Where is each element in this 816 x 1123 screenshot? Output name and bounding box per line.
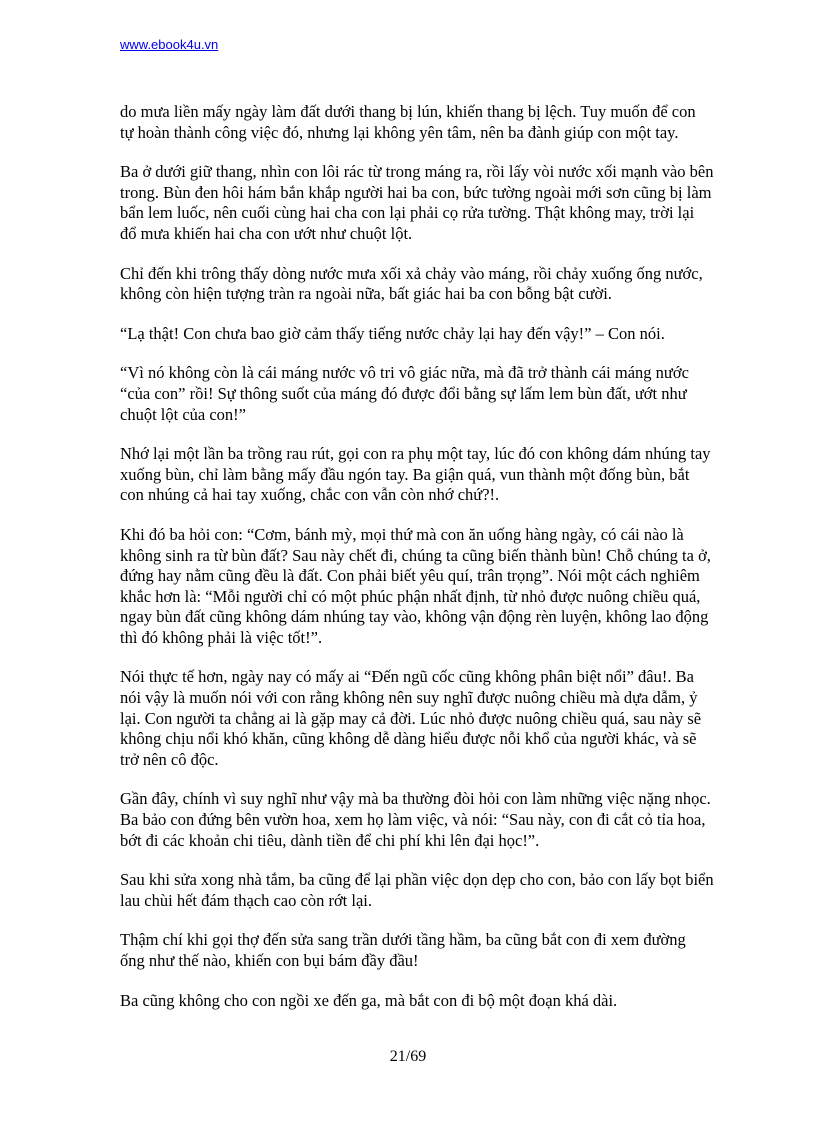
text-line: bẩn lem luốc, nên cuối cùng hai cha con lại phải cọ rửa tường. Thật không may, trời lại xyxy=(120,203,695,223)
text-line: “Vì nó không còn là cái máng nước vô tri vô giác nữa, mà đã trở thành cái máng nước xyxy=(120,363,689,383)
body-paragraph xyxy=(120,102,710,143)
text-line: trở nên cô độc. xyxy=(120,749,219,769)
text-line: Gần đây, chính vì suy nghĩ như vậy mà ba thường đòi hỏi con làm những việc nặng nhọc. xyxy=(120,789,711,809)
text-line: Khi đó ba hỏi con: “Cơm, bánh mỳ, mọi thứ mà con ăn uống hàng ngày, có cái nào là xyxy=(120,524,684,544)
text-line: do mưa liền mấy ngày làm đất dưới thang bị lún, khiến thang bị lệch. Tuy muốn để con xyxy=(120,102,696,121)
text-line: lau chùi hết đám thạch cao còn rớt lại. xyxy=(120,890,373,910)
text-line: Sau khi sửa xong nhà tắm, ba cũng để lại phần việc dọn dẹp cho con, bảo con lấy bọt biển xyxy=(120,870,714,890)
website-link[interactable]: www.ebook4u.vn xyxy=(120,37,219,52)
text-line: Thậm chí khi gọi thợ đến sửa sang trần dưới tầng hầm, ba cũng bắt con đi xem đường xyxy=(120,930,686,950)
body-paragraph xyxy=(120,363,710,425)
text-line: con nhúng cả hai tay xuống, chắc con vẫn còn nhớ chứ?!. xyxy=(120,485,500,505)
body-paragraph xyxy=(120,525,710,649)
text-line: chuột lột của con!” xyxy=(120,404,246,424)
text-line: không còn hiện tượng tràn ra ngoài nữa, bất giác hai ba con bỗng bật cười. xyxy=(120,284,612,304)
text-line: tự hoàn thành công việc đó, nhưng lại không yên tâm, nên ba đành giúp con một tay. xyxy=(120,122,679,142)
text-line: ngay bùn đất cũng không dám nhúng tay vào, không vận động rèn luyện, không lao động xyxy=(120,607,709,627)
body-paragraph xyxy=(120,324,710,345)
text-line: ống như thế nào, khiến con bụi bám đầy đầu! xyxy=(120,951,419,970)
page-number: 21/69 xyxy=(389,1048,427,1065)
body-paragraph xyxy=(120,870,714,911)
text-line: Nói thực tế hơn, ngày nay có mấy ai “Đến ngũ cốc cũng không phân biệt nổi” đâu!. Ba xyxy=(120,667,694,687)
text-line: Ba cũng không cho con ngồi xe đến ga, mà bắt con đi bộ một đoạn khá dài. xyxy=(120,990,618,1010)
text-line: lại. Con người ta chẳng ai là gặp may cả đời. Lúc nhỏ được nuông chiều quá, sau này sẽ xyxy=(120,708,702,728)
body-paragraph xyxy=(120,789,710,851)
body-paragraph xyxy=(120,444,710,506)
page-body xyxy=(120,102,714,1030)
text-line: “của con” rồi! Sự thông suốt của máng đó được đổi bằng sự lấm lem bùn đất, ướt như xyxy=(120,383,687,403)
text-line: Chỉ đến khi trông thấy dòng nước mưa xối xả chảy vào máng, rồi chảy xuống ống nước, xyxy=(120,263,703,283)
text-line: thì đó không phải là việc tốt!”. xyxy=(120,627,323,647)
text-line: không sinh ra từ bùn đất? Sau này chết đi, chúng ta cũng biến thành bùn! Chỗ chúng ta ở, xyxy=(120,545,711,565)
text-line: Ba bảo con đứng bên vườn hoa, xem họ làm việc, và nói: “Sau này, con đi cắt cỏ tỉa hoa, xyxy=(120,810,706,830)
text-line: Nhớ lại một lần ba trồng rau rút, gọi con ra phụ một tay, lúc đó con không dám nhúng tay xyxy=(120,444,711,464)
text-line: nói vậy là muốn nói với con rằng không nên suy nghĩ được nuông chiều mà dựa dẫm, ỷ xyxy=(120,688,698,708)
body-paragraph xyxy=(120,930,710,971)
text-line: không chịu nổi khó khăn, cũng không dễ dàng hiểu được nỗi khổ của người khác, và sẽ xyxy=(120,729,697,749)
text-line: bớt đi các khoản chi tiêu, dành tiền để chi phí khi lên đại học!”. xyxy=(120,830,540,850)
body-paragraph xyxy=(120,162,714,244)
text-line: khắc hơn là: “Mỗi người chỉ có một phúc phận nhất định, từ nhỏ được nuông chiều quá, xyxy=(120,586,701,606)
text-line: xuống bùn, chỉ làm bằng mấy đầu ngón tay. Ba giận quá, vun thành một đống bùn, bắt xyxy=(120,464,690,484)
body-paragraph xyxy=(120,991,710,1012)
text-line: Ba ở dưới giữ thang, nhìn con lôi rác từ trong máng ra, rồi lấy vòi nước xối mạnh vào bên xyxy=(120,162,714,182)
text-line: đổ mưa khiến hai cha con ướt như chuột lột. xyxy=(120,223,413,243)
text-line: trong. Bùn đen hôi hám bắn khắp người hai ba con, bức tường ngoài mới sơn cũng bị làm xyxy=(120,182,712,202)
body-paragraph xyxy=(120,264,710,305)
text-line: đứng hay nằm cũng đều là đất. Con phải biết yêu quí, trân trọng”. Nói một cách nghiêm xyxy=(120,566,700,586)
body-paragraph xyxy=(120,667,710,770)
text-line: “Lạ thật! Con chưa bao giờ cảm thấy tiếng nước chảy lại hay đến vậy!” – Con nói. xyxy=(120,323,665,343)
